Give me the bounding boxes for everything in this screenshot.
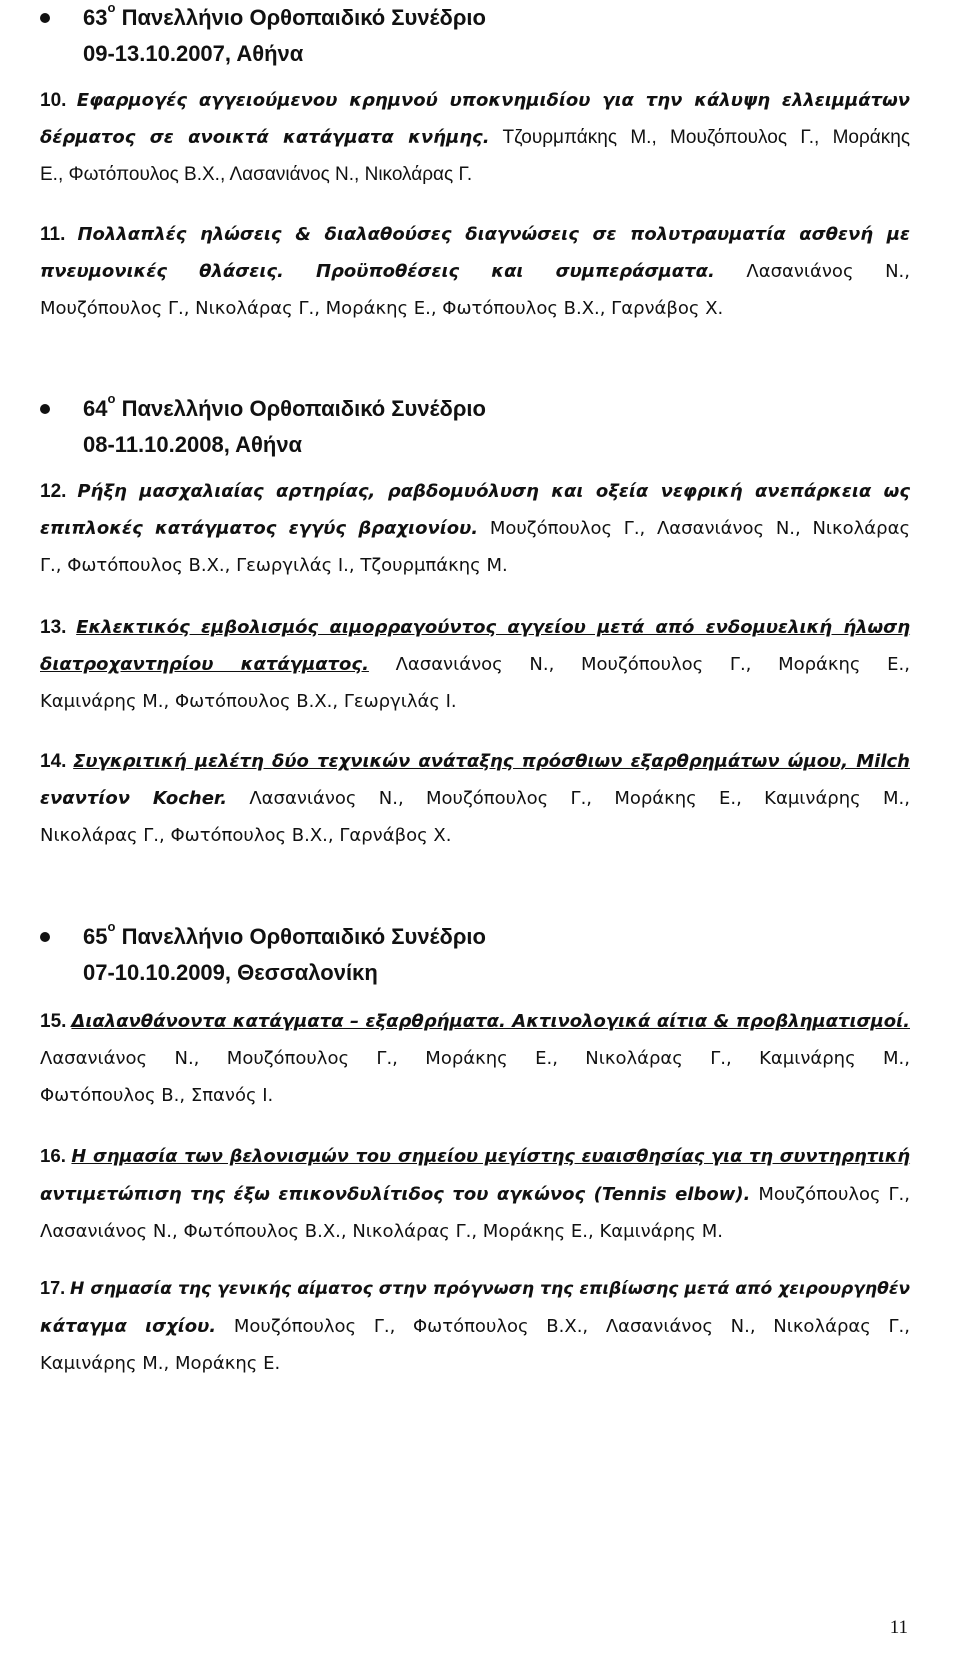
entry-authors: Μουζόπουλος Γ., Νικολάρας Γ., Μοράκης Ε., Φωτόπουλος Β.Χ., Γαρνάβος Χ.	[40, 298, 724, 319]
entry-authors: Τζουρμπάκης Μ., Μουζόπουλος Γ., Μοράκης	[489, 127, 910, 148]
entry-line	[40, 547, 910, 584]
entry-number: 11.	[40, 224, 66, 245]
entry-title: εναντίον Kocher.	[40, 788, 228, 809]
entry-line	[40, 1003, 910, 1040]
entry-line	[40, 743, 910, 780]
entry-title: πνευμονικές θλάσεις. Προϋποθέσεις και συμπεράσματα.	[40, 261, 715, 282]
entry-line	[40, 609, 910, 646]
bullet-icon	[40, 932, 50, 942]
conference-title: $65^o$ Πανελλήνιο Ορθοπαιδικό Συνέδριο	[83, 919, 486, 949]
entry-line	[40, 1040, 910, 1077]
entry-authors: Γ., Φωτόπουλος Β.Χ., Γεωργιλάς Ι., Τζουρμπάκης Μ.	[40, 555, 508, 576]
publication-entry	[40, 216, 910, 327]
entry-authors: Καμινάρης Μ., Φωτόπουλος Β.Χ., Γεωργιλάς Ι.	[40, 691, 457, 712]
entry-title: Ρήξη μασχαλιαίας αρτηρίας, ραβδομυόλυση και οξεία νεφρική ανεπάρκεια ως	[77, 481, 910, 502]
entry-title: διατροχαντηρίου κατάγματος.	[40, 654, 369, 675]
conference-title: $63^o$ Πανελλήνιο Ορθοπαιδικό Συνέδριο	[83, 0, 486, 30]
entry-authors: Ε., Φωτόπουλος Β.Χ., Λασανιάνος Ν., Νικολάρας Γ.	[40, 164, 473, 185]
entry-authors: Λασανιάνος Ν., Μουζόπουλος Γ., Μοράκης Ε.,	[368, 654, 910, 675]
entry-authors: Νικολάρας Γ., Φωτόπουλος Β.Χ., Γαρνάβος Χ.	[40, 825, 452, 846]
conference-title: $64^o$ Πανελλήνιο Ορθοπαιδικό Συνέδριο	[83, 391, 486, 421]
entry-authors: Λασανιάνος Ν., Μουζόπουλος Γ., Μοράκης Ε., Νικολάρας Γ., Καμινάρης Μ.,	[40, 1048, 910, 1069]
entry-line	[40, 683, 910, 720]
entry-line	[40, 780, 910, 817]
entry-line	[40, 156, 910, 193]
entry-authors: Καμινάρης Μ., Μοράκης Ε.	[40, 1353, 281, 1374]
entry-title: Πολλαπλές ηλώσεις & διαλαθούσες διαγνώσεις σε πολυτραυματία ασθενή με	[77, 224, 911, 245]
entry-line	[40, 473, 910, 510]
entry-title: δέρματος σε ανοικτά κατάγματα κνήμης.	[40, 127, 490, 148]
entry-number: 14.	[40, 751, 67, 772]
entry-title: Διαλανθάνοντα κατάγματα – εξαρθρήματα. Ακτινολογικά αίτια & προβληματισμοί.	[71, 1011, 910, 1032]
entry-title: επιπλοκές κατάγματος εγγύς βραχιονίου.	[40, 518, 479, 539]
publication-entry	[40, 609, 910, 720]
entry-line	[40, 510, 910, 547]
entry-line	[40, 82, 910, 119]
entry-line	[40, 119, 910, 156]
entry-line	[40, 646, 910, 683]
conference-date: 08-11.10.2008, Αθήνα	[83, 432, 303, 457]
entry-number: 12.	[40, 481, 67, 502]
entry-title: Η σημασία των βελονισμών του σημείου μεγίστης ευαισθησίας για τη συντηρητική	[71, 1147, 911, 1167]
entry-authors: Φωτόπουλος Β., Σπανός Ι.	[40, 1085, 274, 1106]
entry-line	[40, 253, 910, 290]
bullet-icon	[40, 13, 50, 23]
entry-authors: Μουζόπουλος Γ., Φωτόπουλος Β.Χ., Λασανιάνος Ν., Νικολάρας Γ.,	[216, 1316, 910, 1337]
entry-line	[40, 1270, 910, 1308]
entry-number: 17.	[40, 1278, 66, 1298]
entry-line	[40, 1345, 910, 1382]
entry-authors: Μουζόπουλος Γ., Λασανιάνος Ν., Νικολάρας	[478, 518, 911, 539]
entry-title: Εκλεκτικός εμβολισμός αιμορραγούντος αγγείου μετά από ενδομυελική ήλωση	[76, 617, 911, 638]
entry-title: Εφαρμογές αγγειούμενου κρημνού υποκνημιδίου για την κάλυψη ελλειμμάτων	[76, 90, 911, 111]
entry-title: κάταγμα ισχίου.	[40, 1316, 217, 1337]
publication-entry	[40, 82, 910, 193]
entry-line	[40, 216, 910, 253]
entry-title: αντιμετώπιση της έξω επικονδυλίτιδος του αγκώνος (Tennis elbow).	[40, 1184, 751, 1205]
publication-entry	[40, 473, 910, 584]
entry-authors: Λασανιάνος Ν., Φωτόπουλος Β.Χ., Νικολάρας Γ., Μοράκης Ε., Καμινάρης Μ.	[40, 1221, 723, 1242]
entry-number: 16.	[40, 1145, 66, 1166]
entry-line	[40, 817, 910, 854]
publication-entry	[40, 743, 910, 854]
conference-date: 09-13.10.2007, Αθήνα	[83, 41, 304, 66]
entry-line	[40, 1308, 910, 1345]
entry-authors: Λασανιάνος Ν., Μουζόπουλος Γ., Μοράκης Ε., Καμινάρης Μ.,	[227, 788, 910, 809]
entry-line	[40, 1176, 910, 1213]
publication-entry	[40, 1003, 910, 1114]
entry-title: Συγκριτική μελέτη δύο τεχνικών ανάταξης πρόσθιων εξαρθρημάτων ώμου, Milch	[73, 751, 910, 772]
entry-authors: Λασανιάνος Ν.,	[714, 261, 910, 282]
entry-title: Η σημασία της γενικής αίματος στην πρόγνωση της επιβίωσης μετά από χειρουργηθέν	[70, 1279, 910, 1299]
page-number: 11	[889, 1617, 908, 1638]
publication-entry	[40, 1137, 910, 1250]
entry-line	[40, 1077, 910, 1114]
conference-date: 07-10.10.2009, Θεσσαλονίκη	[83, 960, 378, 985]
entry-number: 15.	[40, 1011, 67, 1032]
publication-entry	[40, 1270, 910, 1382]
entry-line	[40, 1137, 910, 1176]
entry-number: 10.	[40, 90, 67, 111]
entry-authors: Μουζόπουλος Γ.,	[750, 1184, 910, 1205]
entry-line	[40, 1213, 910, 1250]
entry-number: 13.	[40, 617, 67, 638]
entry-line	[40, 290, 910, 327]
bullet-icon	[40, 404, 50, 414]
